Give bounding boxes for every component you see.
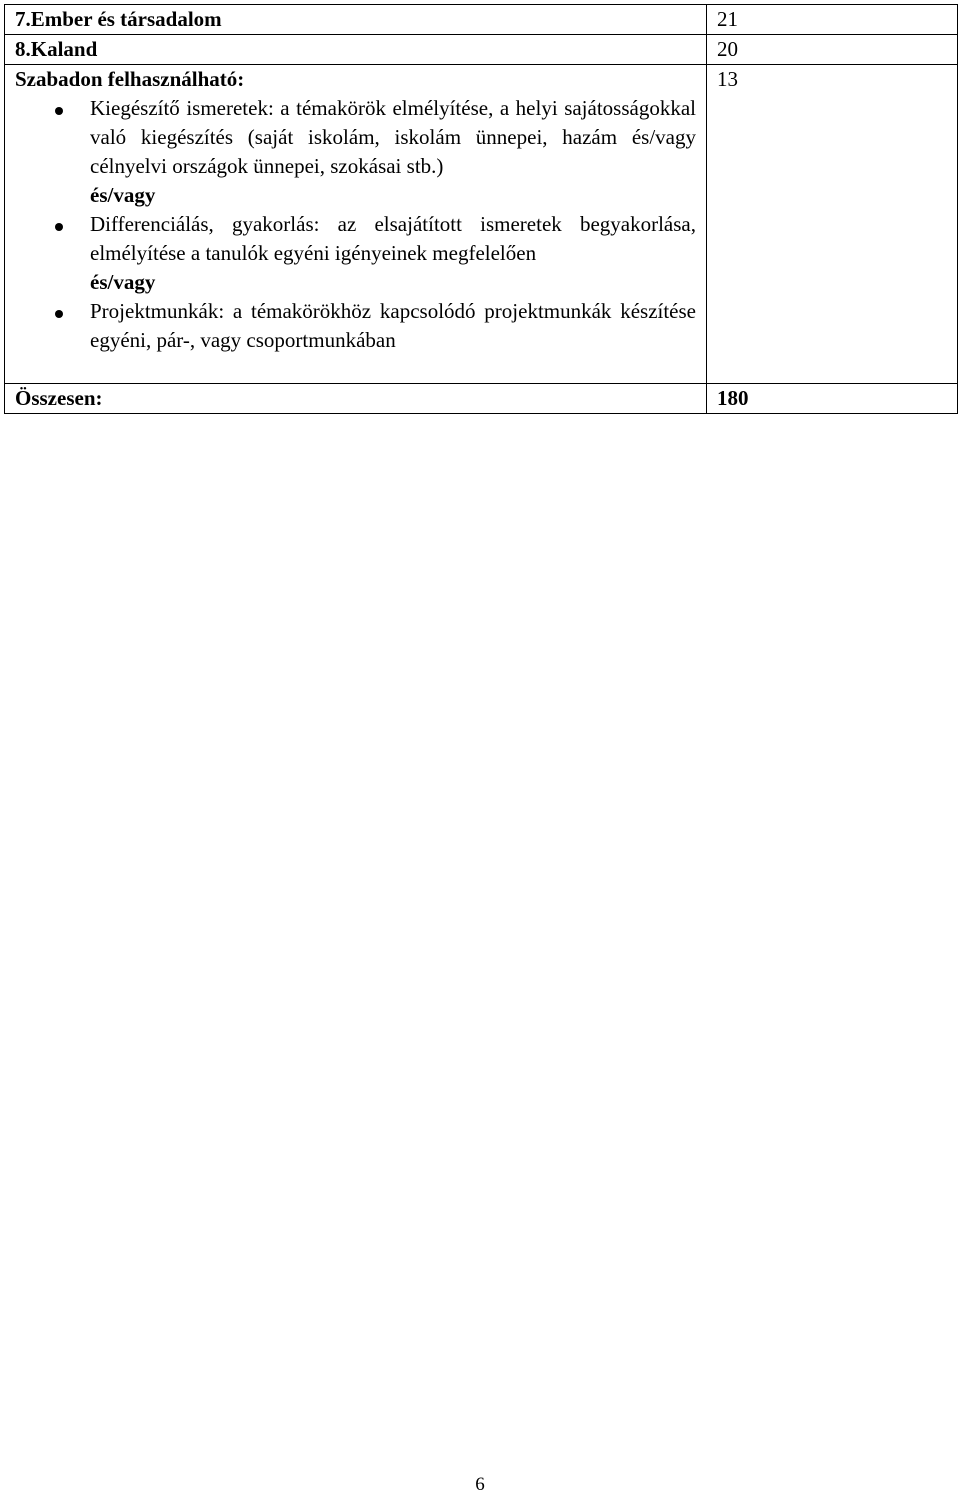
connector-text: és/vagy — [90, 183, 156, 207]
hours-table — [4, 4, 958, 414]
hours-cell: 13 — [707, 65, 958, 384]
total-label: Összesen: — [5, 384, 707, 414]
topic-cell: 8.Kaland — [5, 35, 707, 65]
bullet-list — [15, 297, 696, 355]
table-row — [5, 35, 958, 65]
bullet-icon — [55, 107, 63, 115]
hours-cell: 21 — [707, 5, 958, 35]
table-row — [5, 5, 958, 35]
bullet-icon — [55, 223, 63, 231]
list-item — [15, 210, 696, 268]
table-row — [5, 65, 958, 384]
hours-cell: 20 — [707, 35, 958, 65]
list-item-text: Kiegészítő ismeretek: a témakörök elmélyítése, a helyi sajátosságokkal való kiegészítés (saját iskolám, iskolám ünnepei, hazám és/vagy célnyelvi országok ünnepei, szokásai stb.) — [90, 96, 696, 178]
connector-text: és/vagy — [90, 270, 156, 294]
list-item-text: Differenciálás, gyakorlás: az elsajátított ismeretek begyakorlása, elmélyítése a tanulók egyéni igényeinek megfelelően — [90, 212, 696, 265]
list-item — [15, 297, 696, 355]
free-title: Szabadon felhasználható: — [15, 67, 245, 91]
list-item — [15, 94, 696, 181]
topic-cell: 7.Ember és társadalom — [5, 5, 707, 35]
total-hours: 180 — [707, 384, 958, 414]
bullet-list — [15, 210, 696, 268]
bullet-list — [15, 94, 696, 181]
page-number: 6 — [475, 1474, 485, 1495]
bullet-icon — [55, 310, 63, 318]
free-topic-cell — [5, 65, 707, 384]
table-row — [5, 384, 958, 414]
list-item-text: Projektmunkák: a témakörökhöz kapcsolódó projektmunkák készítése egyéni, pár-, vagy csoportmunkában — [90, 299, 696, 352]
